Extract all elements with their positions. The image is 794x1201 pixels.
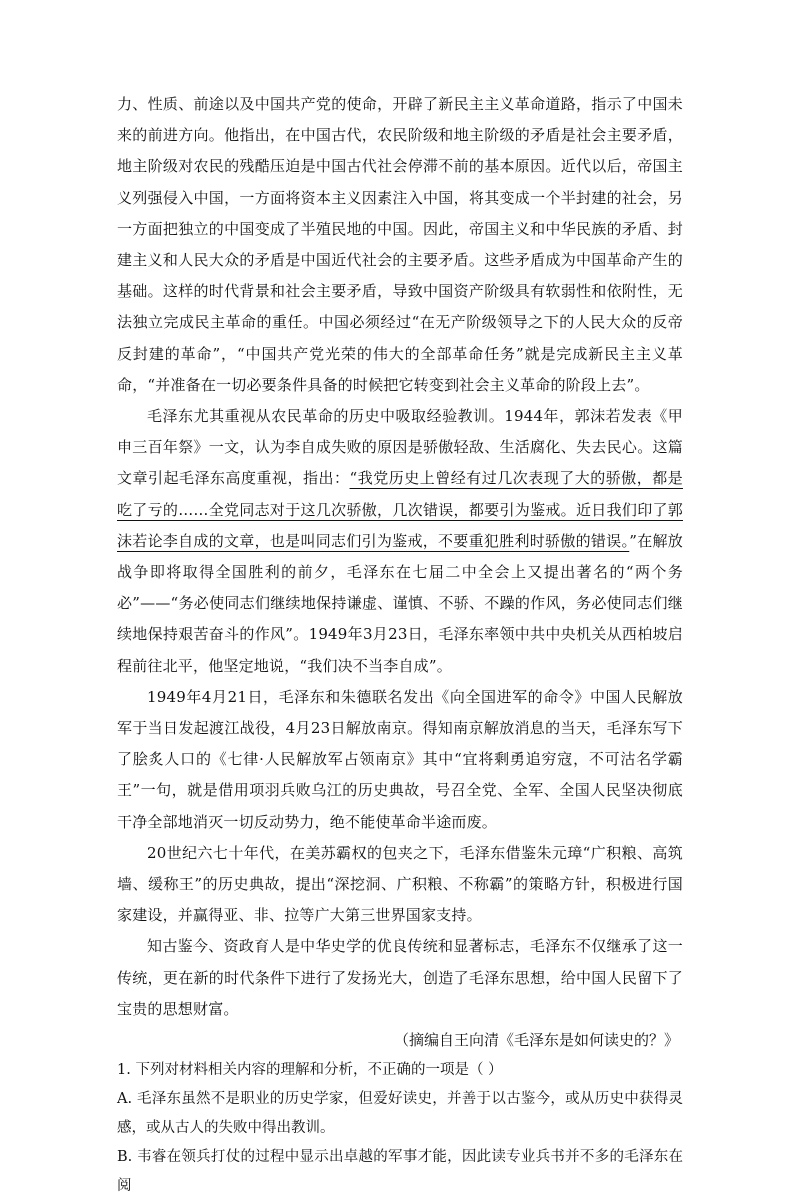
- option-a: A. 毛泽东虽然不是职业的历史学家，但爱好读史，并善于以古鉴今，或从历史中获得灵感，或从古人的失败中得出教训。: [117, 1091, 683, 1137]
- paragraph-text: ”在解放战争即将取得全国胜利的前夕，毛泽东在七届二中全会上又提出著名的“两个务必”——“务必使同志们继续地保持谦虚、谨慎、不骄、不躁的作风，务必使同志们继续地保持艰苦奋斗的作风”。1949年3月23日，毛泽东率领中共中央机关从西柏坡启程前往北平，他坚定地说，“我们决不当李自成”。: [117, 531, 683, 675]
- paragraph-text: 毛泽东尤其重视从农民革命的历史中吸取经验教训。1944年，郭沫若发表《甲申三百年祭》一文，认为李自成失败的原因是骄傲轻敌、生活腐化、失去民心。这篇文章引起毛泽东高度重视，指出：: [117, 407, 683, 488]
- paragraph-continuation: 力、性质、前途以及中国共产党的使命，开辟了新民主主义革命道路，指示了中国未来的前进方向。他指出，在中国古代，农民阶级和地主阶级的矛盾是社会主要矛盾，地主阶级对农民的残酷压迫是中国古代社会停滞不前的基本原因。近代以后，帝国主义列强侵入中国，一方面将资本主义因素注入中国，将其变成一个半封建的社会，另一方面把独立的中国变成了半殖民地的中国。因此，帝国主义和中华民族的矛盾、封建主义和人民大众的矛盾是中国近代社会的主要矛盾。这些矛盾成为中国革命产生的基础。这样的时代背景和社会主要矛盾，导致中国资产阶级具有软弱性和依附性，无法独立完成民主革命的重任。中国必须经过“在无产阶级领导之下的人民大众的反帝反封建的革命”，“中国共产党光荣的伟大的全部革命任务”就是完成新民主主义革命，“并准备在一切必要条件具备的时候把它转变到社会主义革命的阶段上去”。: [117, 95, 683, 394]
- question-stem: 1. 下列对材料相关内容的理解和分析，不正确的一项是（ ）: [117, 1062, 503, 1079]
- source-attribution: （摘编自王向清《毛泽东是如何读史的？》: [393, 1031, 679, 1050]
- paragraph-conclusion: 知古鉴今、资政育人是中华史学的优良传统和显著标志，毛泽东不仅继承了这一传统，更在新的时代条件下进行了发扬光大，创造了毛泽东思想，给中国人民留下了宝贵的思想财富。: [117, 937, 683, 1018]
- paragraph-li-zicheng-lessons: [117, 401, 683, 682]
- paragraph-crossing-yangtze: 1949年4月21日，毛泽东和朱德联名发出《向全国进军的命令》中国人民解放军于当日发起渡江战役，4月23日解放南京。得知南京解放消息的当天，毛泽东写下了脍炙人口的《七律·人民解放军占领南京》其中“宜将剩勇追穷寇，不可沽名学霸王”一句，就是借用项羽兵败乌江的历史典故，号召全党、全军、全国人民坚决彻底干净全部地消灭一切反动势力，绝不能使革命半途而废。: [117, 687, 683, 831]
- underlined-quotation: “我党历史上曾经有过几次表现了大的骄傲，都是吃了亏的……全党同志对于这几次骄傲，几次错误，都要引为鉴戒。近日我们印了郭沫若论李自成的文章，也是叫同志们引为鉴戒，不要重犯胜利时骄傲的错误。: [117, 469, 683, 550]
- document-page: [117, 89, 683, 1201]
- option-b: B. 韦睿在领兵打仗的过程中显示出卓越的军事才能，因此读专业兵书并不多的毛泽东在阅: [117, 1149, 683, 1195]
- paragraph-strategy: 20世纪六七十年代，在美苏霸权的包夹之下，毛泽东借鉴朱元璋“广积粮、高筑墙、缓称王”的历史典故，提出“深挖洞、广积粮、不称霸”的策略方针，积极进行国家建设，并赢得亚、非、拉等广大第三世界国家支持。: [117, 843, 683, 925]
